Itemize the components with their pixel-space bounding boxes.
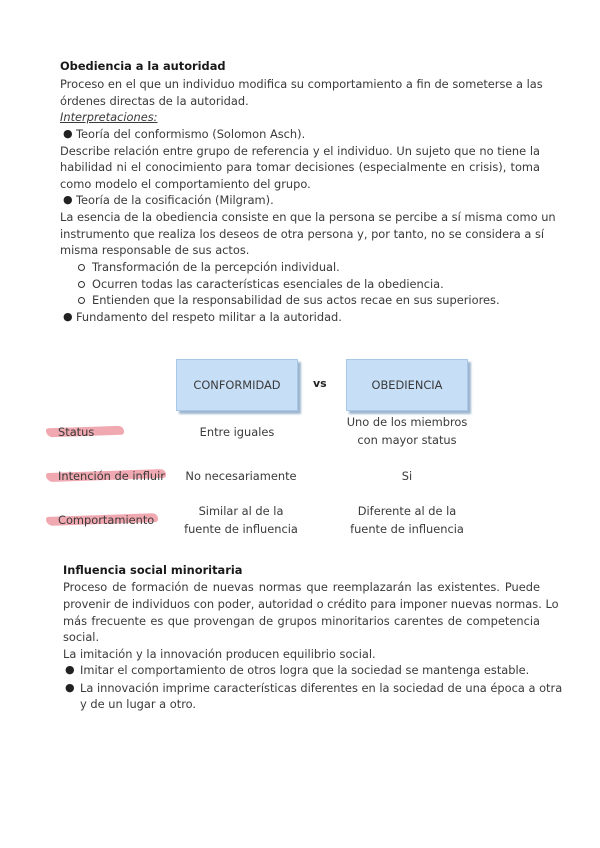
sub-item: Entienden que la responsabilidad de sus actos recae en sus superiores.: [92, 293, 500, 307]
theory-cosificacion: Teoría de la cosificación (Milgram).: [76, 193, 274, 207]
conformidad-comportamiento-line-1: Similar al de la: [198, 504, 284, 518]
sub-item: Transformación de la percepción individual.: [92, 260, 340, 274]
theory2-desc-line-3: misma responsable de sus actos.: [60, 243, 250, 257]
intro-line-2: órdenes directas de la autoridad.: [60, 94, 249, 108]
theory2-desc-line-2: instrumento que realiza los deseos de otra persona y, por tanto, no se considera a sí: [60, 227, 545, 241]
section-title-influencia: Influencia social minoritaria: [63, 563, 243, 577]
row-label-status: Status: [58, 425, 95, 439]
obediencia-intencion: Si: [401, 469, 413, 483]
obediencia-header: OBEDIENCIA: [346, 359, 468, 411]
hollow-bullet-icon: [78, 297, 85, 304]
conformidad-intencion: No necesariamente: [185, 469, 297, 483]
vs-label: vs: [313, 377, 327, 390]
obediencia-status-line-1: Uno de los miembros: [346, 415, 468, 429]
obediencia-comportamiento-line-2: fuente de influencia: [350, 522, 464, 536]
section-title-obediencia: Obediencia a la autoridad: [60, 59, 226, 73]
theory1-desc-line-3: como modelo el comportamiento del grupo.: [60, 177, 311, 191]
influencia-line-1: Proceso de formación de nuevas normas que reemplazarán las existentes. Puede: [63, 580, 540, 594]
theory-conformismo: Teoría del conformismo (Solomon Asch).: [76, 127, 306, 141]
bullet-icon: ●: [65, 663, 75, 676]
influencia-line-2: provenir de individuos con poder, autoridad o crédito para imponer nuevas normas. Lo: [63, 597, 559, 611]
hollow-bullet-icon: [78, 264, 85, 271]
theory1-desc-line-2: habilidad ni el conocimiento para tomar decisiones (especialmente en crisis), toma: [60, 160, 540, 174]
row-label-intencion: Intención de influir: [58, 469, 165, 483]
conformidad-comportamiento-line-2: fuente de influencia: [184, 522, 298, 536]
bullet-icon: ●: [63, 310, 73, 323]
bullet-icon: ●: [63, 193, 73, 206]
conformidad-status: Entre iguales: [199, 425, 275, 439]
bullet-imitar: Imitar el comportamiento de otros logra que la sociedad se mantenga estable.: [80, 663, 530, 677]
bullet-innovacion-line-1: La innovación imprime características diferentes en la sociedad de una época a otra: [80, 681, 563, 695]
theory-militar: Fundamento del respeto militar a la autoridad.: [76, 310, 342, 324]
hollow-bullet-icon: [78, 281, 85, 288]
conformidad-header: CONFORMIDAD: [176, 359, 298, 411]
theory2-desc-line-1: La esencia de la obediencia consiste en que la persona se percibe a sí misma como un: [60, 210, 556, 224]
intro-line-1: Proceso en el que un individuo modifica su comportamiento a fin de someterse a las: [60, 77, 543, 91]
bullet-icon: ●: [63, 127, 73, 140]
bullet-innovacion-line-2: y de un lugar a otro.: [80, 697, 197, 711]
row-label-comportamiento: Comportamiento: [58, 513, 155, 527]
obediencia-comportamiento-line-1: Diferente al de la: [357, 504, 457, 518]
obediencia-status-line-2: con mayor status: [357, 433, 457, 447]
interpretaciones-label: Interpretaciones:: [60, 110, 158, 124]
bullet-icon: ●: [65, 681, 75, 694]
influencia-line-3: más frecuente es que provengan de grupos minoritarios carentes de competencia: [63, 614, 540, 628]
sub-item: Ocurren todas las características esenciales de la obediencia.: [92, 277, 444, 291]
influencia-line-4: social.: [63, 630, 100, 644]
theory1-desc-line-1: Describe relación entre grupo de referencia y el individuo. Un sujeto que no tiene la: [60, 144, 540, 158]
equilibrio-line: La imitación y la innovación producen equilibrio social.: [63, 647, 376, 661]
